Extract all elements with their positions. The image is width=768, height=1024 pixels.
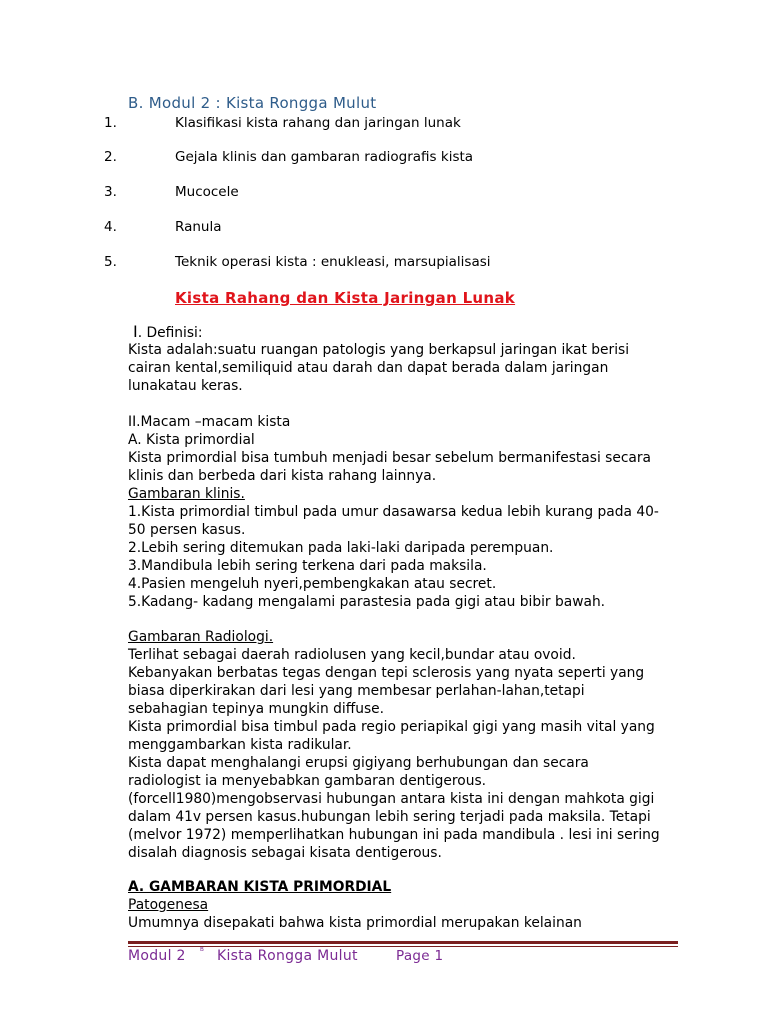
section-title: Kista Rahang dan Kista Jaringan Lunak xyxy=(175,289,516,307)
text-line: Kista primordial bisa tumbuh menjadi besar sebelum bermanifestasi secara xyxy=(128,450,652,466)
text-line: Kebanyakan berbatas tegas dengan tepi sclerosis yang nyata seperti yang xyxy=(128,665,645,681)
text-line: klinis dan berbeda dari kista rahang lainnya. xyxy=(128,468,437,484)
footer-page-number: Page 1 xyxy=(396,948,444,964)
text-line: Umumnya disepakati bahwa kista primordial merupakan kelainan xyxy=(128,915,582,931)
macam-section xyxy=(128,413,728,611)
outline-number: 4. xyxy=(104,219,117,235)
definisi-label: . Definisi: xyxy=(137,325,203,341)
text-line: 1.Kista primordial timbul pada umur dasawarsa kedua lebih kurang pada 40- xyxy=(128,504,659,520)
outline-item: Klasifikasi kista rahang dan jaringan lunak xyxy=(175,115,461,131)
text-line: Kista primordial bisa timbul pada regio periapikal gigi yang masih vital yang xyxy=(128,719,655,735)
footer-rule-thick xyxy=(128,941,678,944)
text-line: (melvor 1972) memperlihatkan hubungan ini pada mandibula . lesi ini sering xyxy=(128,827,660,843)
text-line: 3.Mandibula lebih sering terkena dari pada maksila. xyxy=(128,558,487,574)
outline-item: Mucocele xyxy=(175,184,239,200)
patogenesa-subheading: Patogenesa xyxy=(128,897,209,913)
module-heading: B. Modul 2 : Kista Rongga Mulut xyxy=(128,94,377,112)
outline-number: 2. xyxy=(104,149,117,165)
text-line: cairan kental,semiliquid atau darah dan dapat berada dalam jaringan xyxy=(128,360,609,376)
definisi-heading xyxy=(133,323,203,342)
text-line: Terlihat sebagai daerah radiolusen yang kecil,bundar atau ovoid. xyxy=(128,647,576,663)
outline-number: 5. xyxy=(104,254,117,270)
radiologi-section xyxy=(128,628,728,862)
text-line: (forcell1980)mengobservasi hubungan antara kista ini dengan mahkota gigi xyxy=(128,791,655,807)
kista-primordial-subheading: A. Kista primordial xyxy=(128,432,255,448)
roman-numeral: I xyxy=(133,322,138,341)
text-line: radiologist ia menyebabkan gambaran dentigerous. xyxy=(128,773,487,789)
gambaran-radiologi-heading: Gambaran Radiologi. xyxy=(128,629,274,645)
outline-item: Ranula xyxy=(175,219,222,235)
text-line: Kista dapat menghalangi erupsi gigiyang berhubungan dan secara xyxy=(128,755,589,771)
text-line: disalah diagnosis sebagai kisata dentigerous. xyxy=(128,845,442,861)
text-line: sebahagian tepinya mungkin diffuse. xyxy=(128,701,385,717)
footer-module: Modul 2 xyxy=(128,948,186,964)
text-line: menggambarkan kista radikular. xyxy=(128,737,352,753)
gambaran-klinis-heading: Gambaran klinis. xyxy=(128,486,245,502)
outline-item: Gejala klinis dan gambaran radiografis kista xyxy=(175,149,474,165)
outline-number: 3. xyxy=(104,184,117,200)
footer-rule-thin xyxy=(128,946,678,947)
gambaran-primordial-heading: A. GAMBARAN KISTA PRIMORDIAL xyxy=(128,879,392,895)
outline-item: Teknik operasi kista : enukleasi, marsupialisasi xyxy=(175,254,491,270)
text-line: 2.Lebih sering ditemukan pada laki-laki daripada perempuan. xyxy=(128,540,554,556)
footer-separator: ᴮ xyxy=(200,947,204,957)
macam-heading: II.Macam –macam kista xyxy=(128,414,291,430)
text-line: 50 persen kasus. xyxy=(128,522,246,538)
text-line: biasa diperkirakan dari lesi yang membesar perlahan-lahan,tetapi xyxy=(128,683,585,699)
text-line: lunakatau keras. xyxy=(128,378,243,394)
text-line: 4.Pasien mengeluh nyeri,pembengkakan atau secret. xyxy=(128,576,497,592)
definisi-body xyxy=(128,341,728,395)
gambaran-primordial-section xyxy=(128,878,728,932)
text-line: 5.Kadang- kadang mengalami parastesia pada gigi atau bibir bawah. xyxy=(128,594,606,610)
outline-number: 1. xyxy=(104,115,117,131)
text-line: Kista adalah:suatu ruangan patologis yang berkapsul jaringan ikat berisi xyxy=(128,342,630,358)
footer-title: Kista Rongga Mulut xyxy=(217,948,358,964)
text-line: dalam 41v persen kasus.hubungan lebih sering terjadi pada maksila. Tetapi xyxy=(128,809,651,825)
